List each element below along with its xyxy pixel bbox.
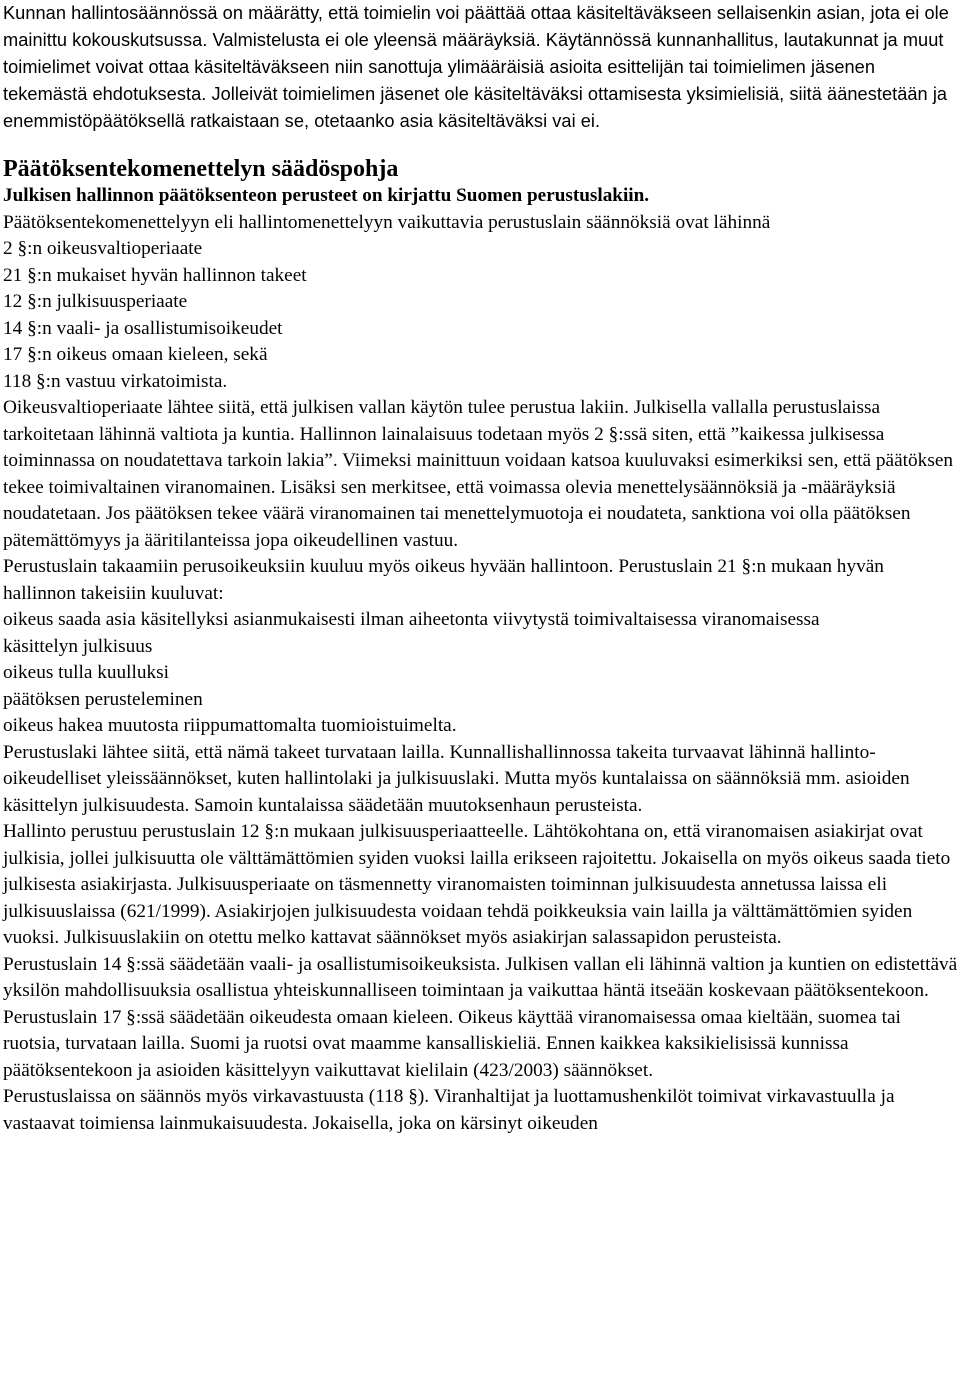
section-heading: Päätöksentekomenettelyn säädöspohja: [3, 156, 399, 182]
body-paragraph-8: Perustuslaissa on säännös myös virkavastuusta (118 §). Viranhaltijat ja luottamushenkilöt toimivat virkavastuulla ja vastaavat toimiensa lainmukaisuudesta. Jokaisella, joka on kärsinyt oikeuden: [3, 1086, 895, 1134]
rights-list-item: oikeus tulla kuulluksi: [3, 662, 170, 683]
section-list-item: 2 §:n oikeusvaltioperiaate: [3, 238, 203, 259]
intro-paragraph: Kunnan hallintosäännössä on määrätty, että toimielin voi päättää ottaa käsiteltäväkseen sellaisenkin asian, jota ei ole mainittu kokouskutsussa. Valmistelusta ei ole yleensä määräyksiä. Käytännössä kunnanhallitus, lautakunnat ja muut toimielimet voivat ottaa käsiteltäväkseen niin sanottuja ylimääräisiä asioita esittelijän tai toimielimen jäsenen tekemästä ehdotuksesta. Jolleivät toimielimen jäsenet ole käsiteltäväksi ottamisesta yksimielisiä, siitä äänestetään ja enemmistöpäätöksellä ratkaistaan se, otetaanko asia käsiteltäväksi vai ei.: [3, 3, 949, 131]
rights-list-item: oikeus hakea muutosta riippumattomalta tuomioistuimelta.: [3, 715, 457, 736]
section-list-item: 17 §:n oikeus omaan kieleen, sekä: [3, 344, 268, 365]
body-paragraph-1: Päätöksentekomenettelyyn eli hallintomenettelyyn vaikuttavia perustuslain säännöksiä ovat lähinnä: [3, 211, 771, 233]
rights-list-item: oikeus saada asia käsitellyksi asianmukaisesti ilman aiheetonta viivytystä toimivaltaisessa viranomaisessa: [3, 609, 820, 630]
intro-section: [3, 0, 960, 135]
section-subheading: Julkisen hallinnon päätöksenteon perusteet on kirjattu Suomen perustuslakiin.: [3, 185, 650, 206]
body-paragraph-3: Perustuslain takaamiin perusoikeuksiin kuuluu myös oikeus hyvään hallintoon. Perustuslain 21 §:n mukaan hyvän hallinnon takeisiin kuuluvat:: [3, 556, 884, 604]
document-page: [3, 0, 960, 1137]
body-paragraph-7: Perustuslain 17 §:ssä säädetään oikeudesta omaan kieleen. Oikeus käyttää viranomaisessa omaa kieltään, suomea tai ruotsia, turvataan lailla. Suomi ja ruotsi ovat maamme kansalliskieliä. Ennen kaikkea kaksikielisissä kunnissa päätöksentekoon ja asioiden käsittelyyn vaikuttavat kielilain (423/2003) säännökset.: [3, 1006, 901, 1081]
section-list-item: 14 §:n vaali- ja osallistumisoikeudet: [3, 317, 283, 339]
rights-list-item: päätöksen perusteleminen: [3, 688, 203, 710]
section-list-item: 118 §:n vastuu virkatoimista.: [3, 370, 228, 392]
body-paragraph-4: Perustuslaki lähtee siitä, että nämä takeet turvataan lailla. Kunnallishallinnossa takeita turvaavat lähinnä hallinto-oikeudelliset yleissäännökset, kuten hallintolaki ja julkisuuslaki. Mutta myös kuntalaissa on säännöksiä mm. asioiden käsittelyn julkisuudesta. Samoin kuntalaissa säädetään muutoksenhaun perusteista.: [3, 741, 910, 816]
body-paragraph-5: Hallinto perustuu perustuslain 12 §:n mukaan julkisuusperiaatteelle. Lähtökohtana on, että viranomaisen asiakirjat ovat julkisia, jollei julkisuutta ole välttämättömien syiden vuoksi lailla erikseen rajoitettu. Jokaisella on myös oikeus saada tieto julkisesta asiakirjasta. Julkisuusperiaate on täsmennetty viranomaisten toiminnan julkisuudesta annetussa laissa eli julkisuuslaissa (621/1999). Asiakirjojen julkisuudesta voidaan tehdä poikkeuksia vain lailla ja välttämättömien syiden vuoksi. Julkisuuslakiin on otettu melko kattavat säännökset myös asiakirjan salassapidon perusteista.: [3, 821, 951, 948]
section-list-item: 12 §:n julkisuusperiaate: [3, 291, 188, 312]
body-paragraph-2: Oikeusvaltioperiaate lähtee siitä, että julkisen vallan käytön tulee perustua lakiin. Julkisella vallalla perustuslaissa tarkoitetaan lähinnä valtiota ja kuntia. Hallinnon lainalaisuus todetaan myös 2 §:ssä siten, että ”kaikessa julkisessa toiminnassa on noudatettava tarkoin lakia”. Viimeksi mainittuun voidaan katsoa kuuluvaksi esimerkiksi sen, että päätöksen tekee toimivaltainen viranomainen. Lisäksi sen merkitsee, että voimassa olevia menettelysäännöksiä ja -määräyksiä noudatetaan. Jos päätöksen tekee väärä viranomainen tai menettelymuotoja ei noudateta, sanktiona voi olla päätöksen pätemättömyys ja ääritilanteissa jopa oikeudellinen vastuu.: [3, 397, 954, 551]
rights-list-item: käsittelyn julkisuus: [3, 635, 153, 657]
body-paragraph-6: Perustuslain 14 §:ssä säädetään vaali- ja osallistumisoikeuksista. Julkisen vallan eli lähinnä valtion ja kuntien on edistettävä yksilön mahdollisuuksia osallistua yhteiskunnalliseen toimintaan ja vaikuttaa häntä itseään koskevaan päätöksentekoon.: [3, 953, 958, 1001]
section-list-item: 21 §:n mukaiset hyvän hallinnon takeet: [3, 264, 307, 286]
section-body: [3, 210, 960, 1138]
